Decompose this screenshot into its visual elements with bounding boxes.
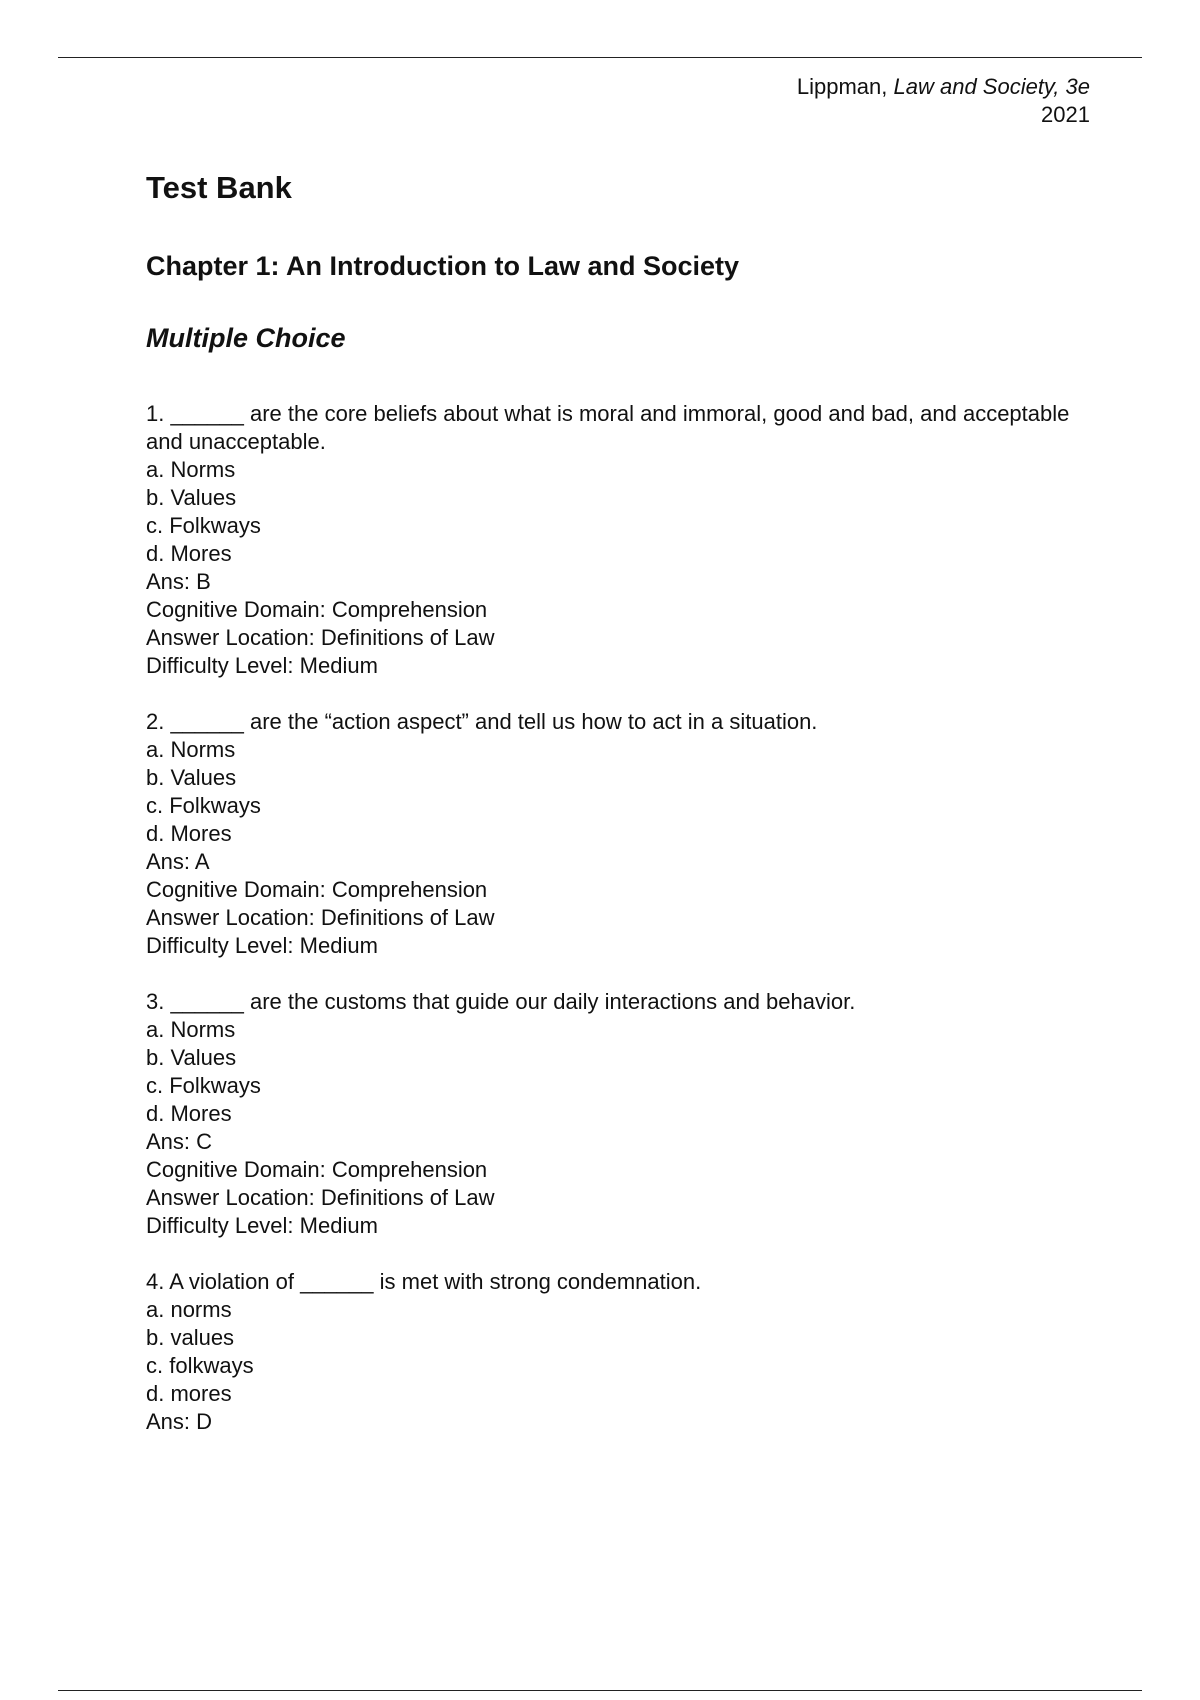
answer: Ans: C xyxy=(146,1129,213,1154)
answer-location: Answer Location: Definitions of Law xyxy=(146,1185,495,1210)
option-d: d. Mores xyxy=(146,541,232,566)
answer: Ans: D xyxy=(146,1409,213,1434)
document-title: Test Bank xyxy=(146,170,292,205)
cognitive-domain: Cognitive Domain: Comprehension xyxy=(146,1157,488,1182)
top-rule xyxy=(58,57,1142,58)
difficulty-level: Difficulty Level: Medium xyxy=(146,653,378,678)
answer-location: Answer Location: Definitions of Law xyxy=(146,625,495,650)
page-header xyxy=(797,73,1090,129)
option-c: c. Folkways xyxy=(146,513,261,538)
difficulty-level: Difficulty Level: Medium xyxy=(146,1213,378,1238)
question-1 xyxy=(146,400,1096,680)
option-c: c. Folkways xyxy=(146,793,261,818)
option-b: b. Values xyxy=(146,1045,237,1070)
question-stem: 3. ______ are the customs that guide our daily interactions and behavior. xyxy=(146,989,856,1014)
option-c: c. folkways xyxy=(146,1353,254,1378)
header-citation xyxy=(797,73,1090,101)
option-b: b. values xyxy=(146,1325,235,1350)
option-d: d. Mores xyxy=(146,821,232,846)
answer: Ans: B xyxy=(146,569,211,594)
option-c: c. Folkways xyxy=(146,1073,261,1098)
option-a: a. Norms xyxy=(146,737,236,762)
option-b: b. Values xyxy=(146,765,237,790)
cognitive-domain: Cognitive Domain: Comprehension xyxy=(146,597,488,622)
option-a: a. Norms xyxy=(146,457,236,482)
option-a: a. Norms xyxy=(146,1017,236,1042)
header-author: Lippman, xyxy=(796,74,894,99)
option-b: b. Values xyxy=(146,485,237,510)
answer-location: Answer Location: Definitions of Law xyxy=(146,905,495,930)
option-d: d. Mores xyxy=(146,1101,232,1126)
cognitive-domain: Cognitive Domain: Comprehension xyxy=(146,877,488,902)
question-stem: 4. A violation of ______ is met with strong condemnation. xyxy=(146,1269,702,1294)
question-2 xyxy=(146,708,1096,960)
option-a: a. norms xyxy=(146,1297,232,1322)
question-4 xyxy=(146,1268,1096,1436)
header-book-title: Law and Society, 3e xyxy=(893,74,1090,99)
header-year: 2021 xyxy=(1041,102,1090,127)
bottom-rule xyxy=(58,1690,1142,1691)
question-stem: 1. ______ are the core beliefs about what is moral and immoral, good and bad, and acceptable and unacceptable. xyxy=(146,401,1076,454)
question-stem: 2. ______ are the “action aspect” and tell us how to act in a situation. xyxy=(146,709,818,734)
section-title: Multiple Choice xyxy=(146,323,346,353)
answer: Ans: A xyxy=(146,849,210,874)
chapter-title: Chapter 1: An Introduction to Law and Society xyxy=(146,251,740,281)
option-d: d. mores xyxy=(146,1381,232,1406)
document-body xyxy=(146,168,1096,1464)
difficulty-level: Difficulty Level: Medium xyxy=(146,933,378,958)
question-3 xyxy=(146,988,1096,1240)
